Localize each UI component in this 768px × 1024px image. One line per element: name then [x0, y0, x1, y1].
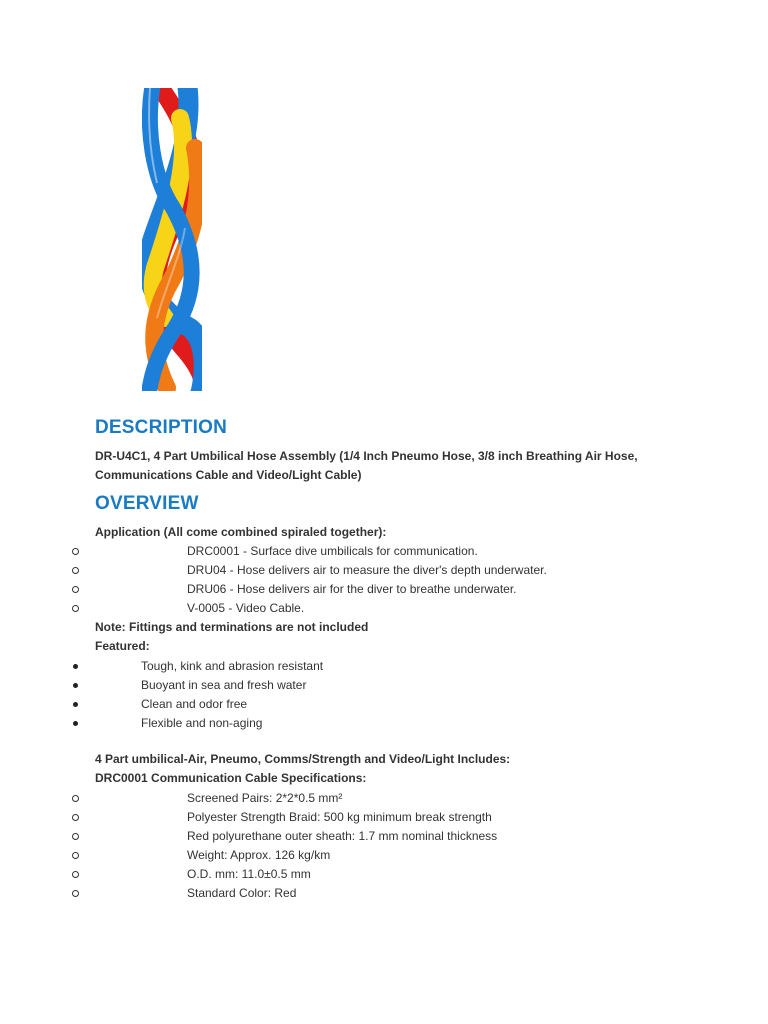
spec-item: Standard Color: Red — [187, 886, 297, 900]
application-item: DRU06 - Hose delivers air for the diver to breathe underwater. — [187, 582, 517, 596]
circle-bullet — [72, 567, 79, 574]
application-item: DRC0001 - Surface dive umbilicals for communication. — [187, 544, 478, 558]
circle-bullet — [72, 548, 79, 555]
circle-bullet — [72, 814, 79, 821]
circle-bullet — [72, 890, 79, 897]
spec-label: DRC0001 Communication Cable Specifications: — [95, 771, 367, 785]
circle-bullet — [72, 871, 79, 878]
featured-item: Clean and odor free — [141, 697, 248, 711]
overview-heading: OVERVIEW — [95, 493, 199, 514]
featured-item: Buoyant in sea and fresh water — [141, 678, 307, 692]
circle-bullet — [72, 795, 79, 802]
description-line-1: DR-U4C1, 4 Part Umbilical Hose Assembly (1/4 Inch Pneumo Hose, 3/8 inch Breathing Air Hose, — [95, 449, 638, 463]
disc-bullet — [73, 721, 78, 726]
product-image — [95, 88, 245, 392]
spec-item: Weight: Approx. 126 kg/km — [187, 848, 331, 862]
circle-bullet — [72, 605, 79, 612]
disc-bullet — [73, 702, 78, 707]
circle-bullet — [72, 833, 79, 840]
description-line-2: Communications Cable and Video/Light Cable) — [95, 468, 362, 482]
application-item: DRU04 - Hose delivers air to measure the diver's depth underwater. — [187, 563, 547, 577]
disc-bullet — [73, 664, 78, 669]
application-label: Application (All come combined spiraled together): — [95, 525, 387, 539]
includes-label: 4 Part umbilical-Air, Pneumo, Comms/Strength and Video/Light Includes: — [95, 752, 511, 766]
featured-label: Featured: — [95, 639, 150, 653]
featured-item: Tough, kink and abrasion resistant — [141, 659, 324, 673]
application-item: V-0005 - Video Cable. — [187, 601, 305, 615]
circle-bullet — [72, 586, 79, 593]
spec-item: Red polyurethane outer sheath: 1.7 mm nominal thickness — [187, 829, 498, 843]
note-text: Note: Fittings and terminations are not included — [95, 620, 369, 634]
spec-item: Screened Pairs: 2*2*0.5 mm² — [187, 791, 343, 805]
spec-item: Polyester Strength Braid: 500 kg minimum break strength — [187, 810, 492, 824]
circle-bullet — [72, 852, 79, 859]
spec-item: O.D. mm: 11.0±0.5 mm — [187, 867, 311, 881]
disc-bullet — [73, 683, 78, 688]
description-heading: DESCRIPTION — [95, 417, 228, 438]
featured-item: Flexible and non-aging — [141, 716, 263, 730]
